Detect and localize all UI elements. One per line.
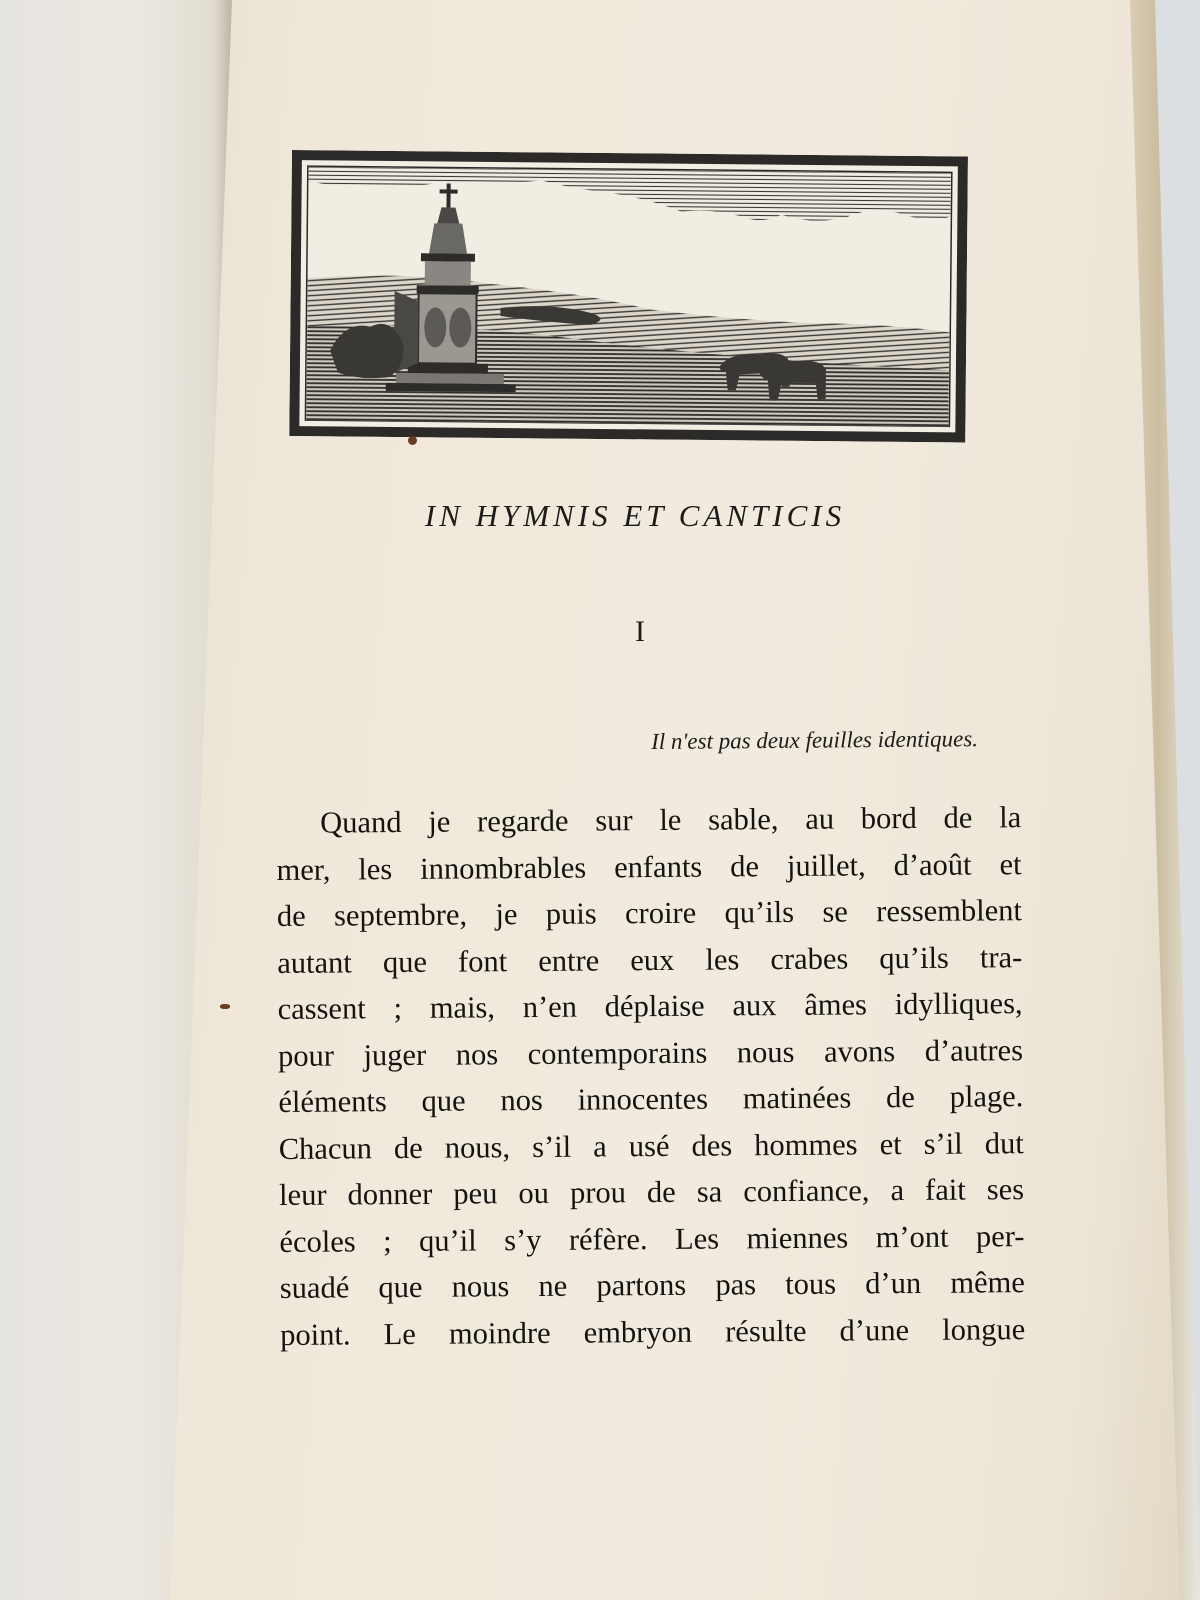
body-paragraph [276,794,1025,1358]
section-number: I [635,615,645,648]
foxing-spot [220,1004,230,1009]
text-line: suadé que nous ne partons pas tous d’un même [279,1265,1025,1305]
text-line: pour juger nos contemporains nous avons d’autres [277,1032,1024,1073]
text-line: autant que font entre eux les crabes qu’ils tra- [277,939,1023,980]
epigraph: Il n'est pas deux feuilles identiques. [651,726,979,755]
foxing-spot [408,436,417,445]
text-line: de septembre, je puis croire qu’ils se ressemblent [276,893,1023,933]
text-line: leur donner peu ou prou de sa confiance, a fait ses [278,1172,1025,1212]
engraved-vignette [289,150,968,442]
text-line: éléments que nos innocentes matinées de plage. [278,1079,1024,1119]
chapter-title: IN HYMNIS ET CANTICIS [424,498,846,533]
text-line: Quand je regarde sur le sable, au bord de la [320,800,1022,840]
text-line: point. Le moindre embryon résulte d’une longue [280,1311,1026,1352]
text-line: Chacun de nous, s’il a usé des hommes et s’il dut [278,1125,1024,1166]
text-line: cassent ; mais, n’en déplaise aux âmes idylliques, [277,986,1023,1026]
text-line: écoles ; qu’il s’y réfère. Les miennes m’ont per- [279,1218,1025,1259]
text-line: mer, les innombrables enfants de juillet, d’août et [276,846,1022,887]
